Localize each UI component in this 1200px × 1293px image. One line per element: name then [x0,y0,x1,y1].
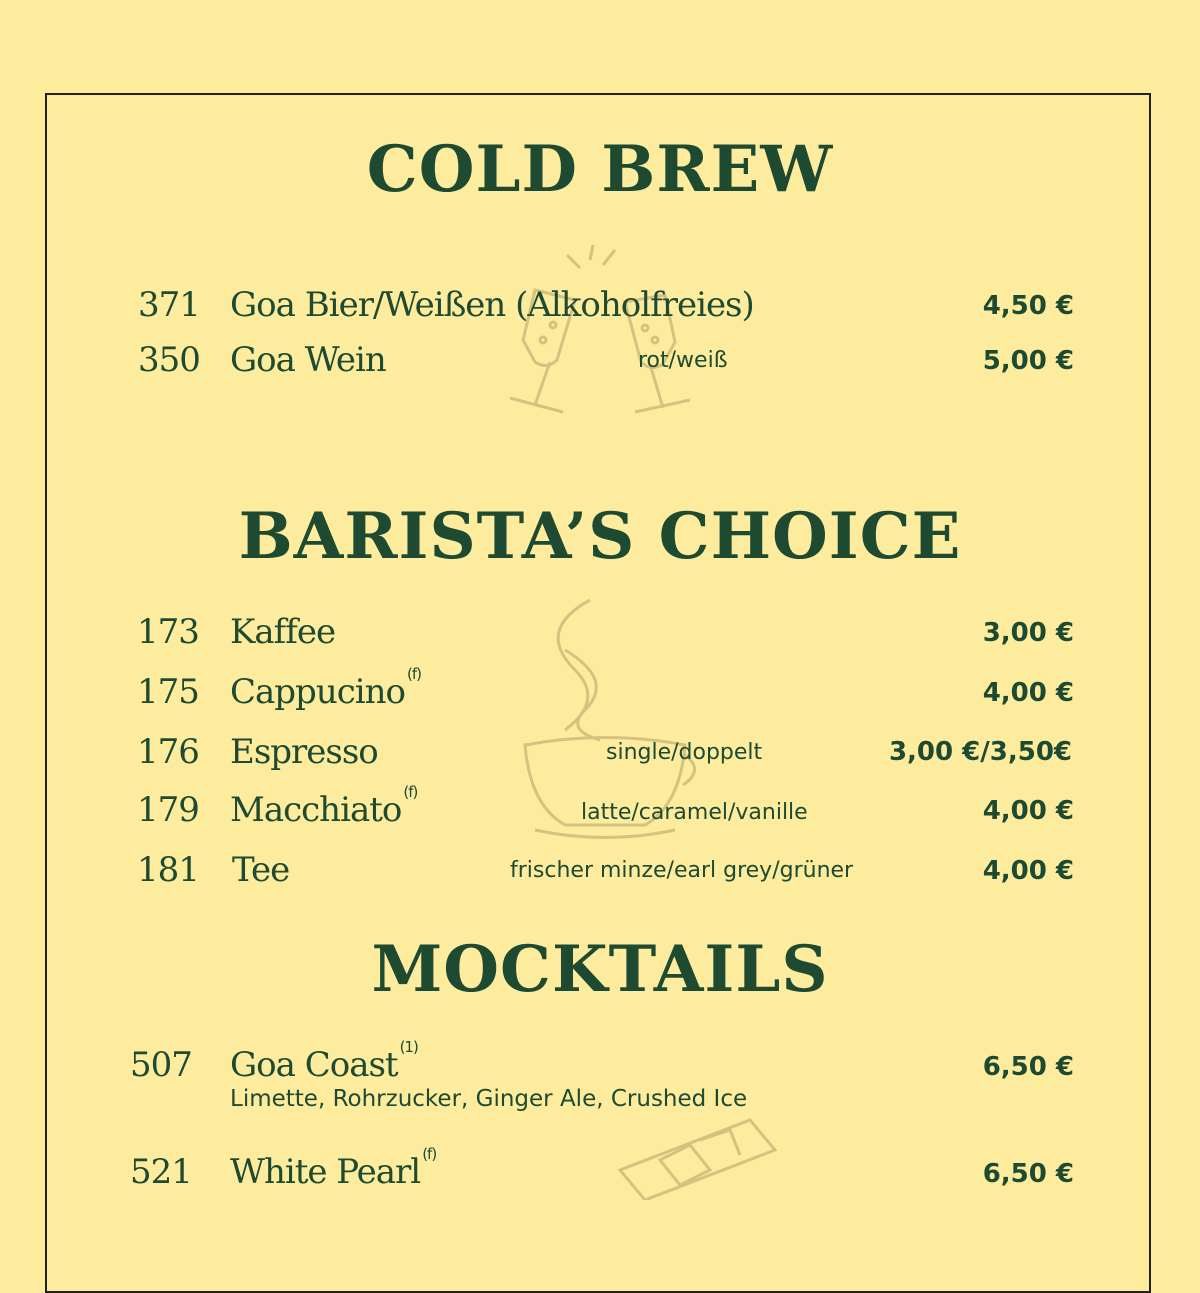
item-price: 4,00 € [982,678,1074,708]
item-number: 175 [137,672,199,712]
item-number: 181 [137,850,199,890]
item-name: Goa Coast $^{(1)}$ [230,1038,418,1085]
item-number: 350 [138,340,200,380]
item-price: 4,50 € [982,291,1074,321]
item-price: 6,50 € [982,1052,1074,1082]
item-name: Goa Bier/Weißen (Alkoholfreies) [230,285,754,325]
item-name: Goa Wein [230,340,386,380]
item-number: 507 [130,1045,192,1085]
item-description: frischer minze/earl grey/grüner [510,858,854,883]
item-name: Tee [232,850,290,890]
item-number: 521 [130,1152,192,1192]
item-note: (f) [407,665,421,683]
champagne-glasses-icon [495,240,705,425]
item-number: 176 [137,732,199,772]
item-price: 4,00 € [982,856,1074,886]
item-number: 179 [137,790,199,830]
item-description: single/doppelt [606,740,763,765]
section-title-baristas-choice: BARISTA’S CHOICE [238,499,962,574]
item-name: Cappucino $^{(f)}$ [230,665,421,712]
item-note: (1) [399,1038,418,1056]
item-number: 173 [137,612,199,652]
item-name: Espresso [230,732,378,772]
item-price: 3,00 €/3,50€ [888,737,1072,767]
item-ingredients: Limette, Rohrzucker, Ginger Ale, Crushed Ice [230,1086,748,1112]
item-name: Macchiato $^{(f)}$ [230,783,418,830]
item-number: 371 [138,285,200,325]
item-name: White Pearl $^{(f)}$ [230,1145,437,1192]
section-title-mocktails: MOCKTAILS [371,932,829,1007]
item-description: latte/caramel/vanille [581,800,808,825]
item-note: (f) [403,783,418,801]
item-note: (f) [422,1145,437,1163]
item-description: rot/weiß [638,348,728,373]
item-price: 3,00 € [982,618,1074,648]
section-title-cold-brew: COLD BREW [366,132,834,207]
item-name: Kaffee [230,612,336,652]
cocktail-glass-icon [600,1110,780,1200]
item-price: 6,50 € [982,1159,1074,1189]
item-price: 5,00 € [982,346,1074,376]
item-price: 4,00 € [982,796,1074,826]
